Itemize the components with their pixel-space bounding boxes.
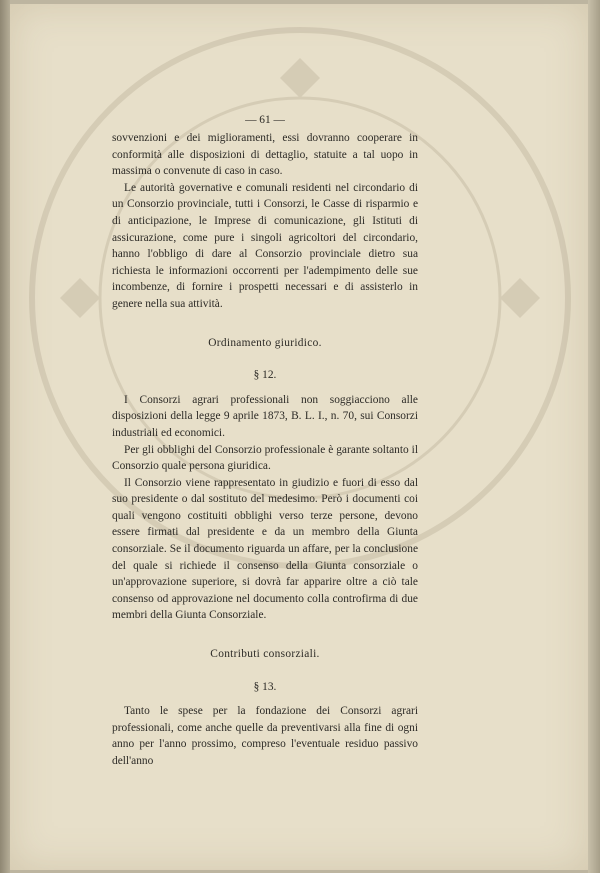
paragraph-continuation: sovvenzioni e dei miglioramenti, essi dovranno cooperare in conformità alle disposizioni di dettaglio, statuite a tal uopo in massima o convenute di caso in caso. xyxy=(112,132,418,178)
section-heading-ordinamento: Ordinamento giuridico. xyxy=(208,336,322,349)
document-text-column xyxy=(112,112,418,770)
page-right-edge xyxy=(588,0,600,873)
paragraph-13-1: Tanto le spese per la fondazione dei Consorzi agrari professionali, come anche quelle da preventivarsi alla fine di ogni anno per l'anno prossimo, compreso l'eventuale residuo passivo dell'anno xyxy=(112,705,418,767)
paragraph-12-2: Per gli obblighi del Consorzio professionale è garante soltanto il Consorzio quale persona giuridica. xyxy=(112,443,418,473)
section-heading-contributi: Contributi consorziali. xyxy=(210,648,320,661)
paragraph-12-3: Il Consorzio viene rappresentato in giudizio e fuori di esso dal suo presidente o dal sostituto del medesimo. Però i documenti coi quali vengono costituiti obblighi verso terze persone, devono essere firmati dal presidente e da un membro della Giunta consorziale. Se il documento riguarda un affare, per la conclusione del quale si richiede il consenso della Giunta consorziale o un'approvazione superiore, si dovrà far apparire oltre a ciò tale consenso od approvazione nel documento colla controfirma di due membri della Giunta Consorziale. xyxy=(112,476,418,622)
binding-edge-shadow xyxy=(0,0,10,873)
section-number-13: § 13. xyxy=(253,680,277,693)
page-number: — 61 — xyxy=(245,114,285,126)
section-number-12: § 12. xyxy=(253,369,277,382)
paragraph-12-1: I Consorzi agrari professionali non soggiacciono alle disposizioni della legge 9 aprile 1873, B. L. I., n. 70, sui Consorzi industriali ed economici. xyxy=(112,393,418,439)
paragraph-authorities: Le autorità governative e comunali residenti nel circondario di un Consorzio provinciale, tutti i Consorzi, le Casse di risparmio e di anticipazione, le Imprese di comunicazione, gli Istituti di assicurazione, come pure i singoli agricoltori del circondario, hanno l'obbligo di dare al Consorzio provinciale dietro sua richiesta le informazioni occorrenti per l'adempimento delle sue incombenze, di fornire i prospetti necessari e di assisterlo in genere nella sua attività. xyxy=(112,181,418,310)
